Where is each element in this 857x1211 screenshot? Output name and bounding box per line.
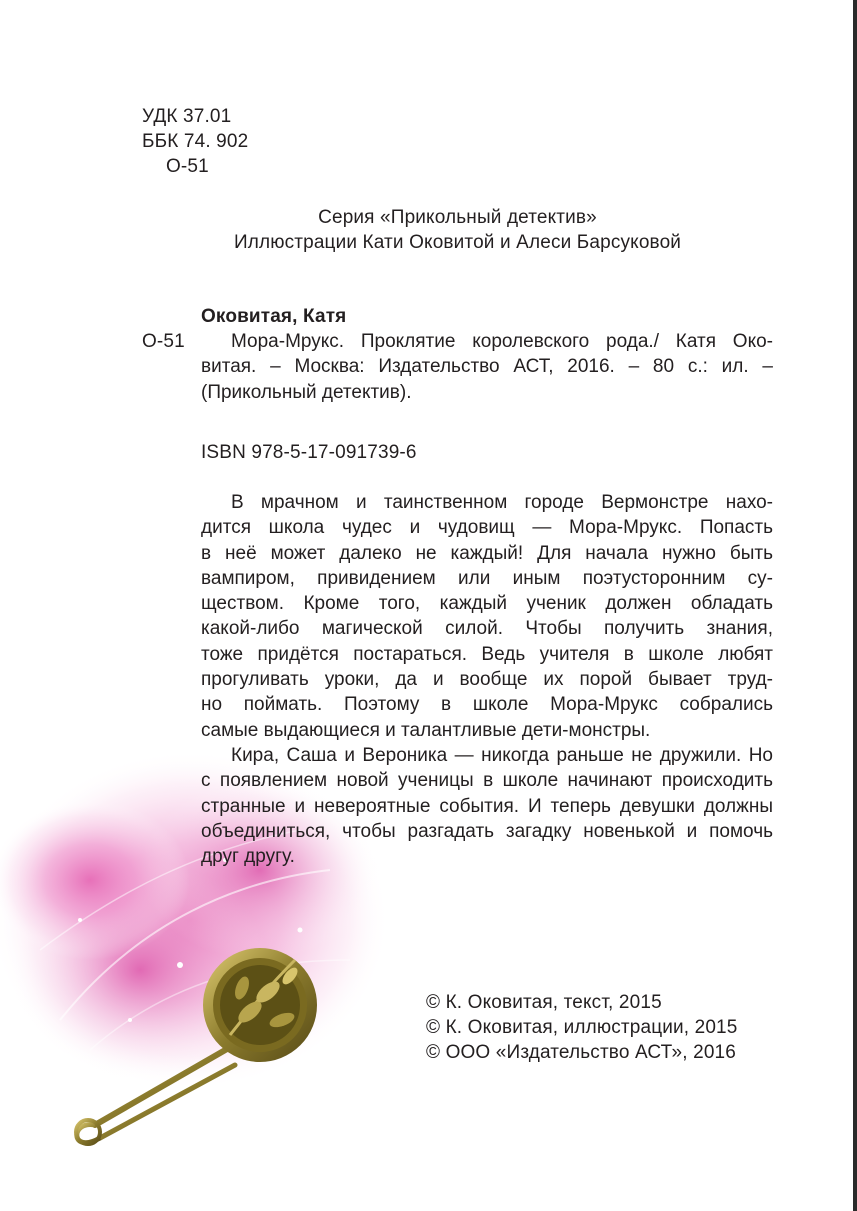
copyright-line: © ООО «Издательство АСТ», 2016	[426, 1042, 736, 1063]
annotation-line: в неё может далеко не каждый! Для начала нужно быть	[201, 542, 773, 564]
catalog-entry-line: витая. – Москва: Издательство АСТ, 2016. – 80 с.: ил. –	[201, 356, 773, 378]
illustrations-credit: Иллюстрации Кати Оковитой и Алеси Барсуковой	[233, 232, 682, 253]
annotation-line: вампиром, привидением или иным поэтусторонним су-	[201, 567, 773, 589]
annotation-line: с появлением новой ученицы в школе начинают происходить	[201, 770, 773, 792]
annotation-paragraph-1	[201, 490, 773, 743]
catalog-entry	[201, 329, 773, 405]
copyright-line: © К. Оковитая, иллюстрации, 2015	[426, 1017, 738, 1038]
annotation-line: самые выдающиеся и талантливые дети-монстры.	[201, 719, 651, 741]
annotation-line: тоже придётся постараться. Ведь учителя в школе любят	[201, 643, 773, 665]
bbk-code: ББК 74. 902	[142, 131, 249, 152]
margin-sign: О-51	[142, 331, 185, 352]
page-edge-divider	[853, 0, 857, 1211]
annotation-line: Кира, Саша и Вероника — никогда раньше не дружили. Но	[231, 745, 773, 766]
isbn: ISBN 978-5-17-091739-6	[201, 442, 417, 463]
catalog-entry-line: Мора-Мрукс. Проклятие королевского рода./ Катя Око-	[231, 331, 773, 352]
annotation-line: друг другу.	[201, 846, 295, 868]
series-title: Серия «Прикольный детектив»	[318, 207, 597, 228]
annotation-line: какой-либо магической силой. Чтобы получить знания,	[201, 618, 773, 640]
author-sign: О-51	[166, 156, 209, 177]
annotation-paragraph-2	[201, 743, 773, 869]
udk-code: УДК 37.01	[142, 106, 232, 127]
annotation-line: В мрачном и таинственном городе Вермонстре нахо-	[231, 492, 773, 513]
catalog-entry-line: (Прикольный детектив).	[201, 381, 412, 403]
annotation-line: объединиться, чтобы разгадать загадку новенькой и помочь	[201, 820, 773, 842]
annotation-line: странные и невероятные события. И теперь девушки должны	[201, 795, 773, 817]
copyright-line: © К. Оковитая, текст, 2015	[426, 992, 662, 1013]
annotation-line: прогуливать уроки, да и вообще их порой бывает труд-	[201, 669, 773, 691]
annotation-line: но поймать. Поэтому в школе Мора-Мрукс собрались	[201, 694, 773, 716]
author-heading: Оковитая, Катя	[201, 306, 347, 327]
annotation-line: дится школа чудес и чудовищ — Мора-Мрукс. Попасть	[201, 517, 773, 539]
annotation-line: ществом. Кроме того, каждый ученик должен обладать	[201, 593, 773, 615]
